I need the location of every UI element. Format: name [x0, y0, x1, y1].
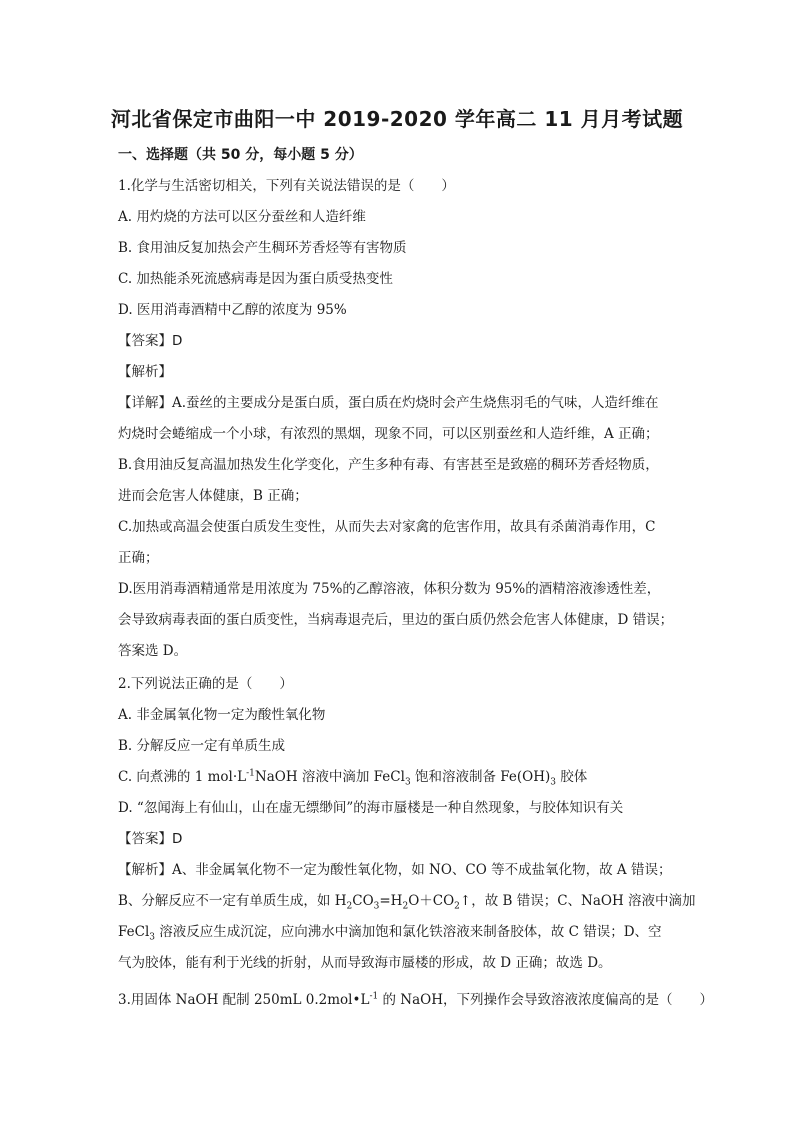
document-title: 河北省保定市曲阳一中 2019-2020 学年高二 11 月月考试题	[110, 107, 684, 131]
q1-detail-line: D.医用消毒酒精通常是用浓度为 75%的乙醇溶液，体积分数为 95%的酒精溶液渗透性差，	[118, 581, 661, 597]
q1-detail-line: 会导致病毒表面的蛋白质变性，当病毒退壳后，里边的蛋白质仍然会危害人体健康，D 错误；	[118, 612, 674, 628]
q3-stem: 3.用固体 NaOH 配制 250mL $0.2mol•L^{-1}$ 的 NaOH，下列操作会导致溶液浓度偏高的是（ ）	[118, 991, 714, 1008]
q1-answer: 【答案】D	[118, 333, 183, 349]
q1-detail-line: C.加热或高温会使蛋白质发生变性，从而失去对家禽的危害作用，故具有杀菌消毒作用，C	[118, 519, 656, 535]
q2-analysis-line: B、分解反应不一定有单质生成，如 $H_2CO_3=H_2O+CO_2↑$，故 B 错误；C、NaOH 溶液中滴加	[118, 893, 696, 912]
q1-stem: 1.化学与生活密切相关，下列有关说法错误的是（ ）	[118, 178, 455, 194]
q2-option-a: A. 非金属氧化物一定为酸性氧化物	[118, 707, 326, 723]
q1-detail-line: B.食用油反复高温加热发生化学变化，产生多种有毒、有害甚至是致癌的稠环芳香烃物质，	[118, 457, 659, 473]
section-heading: 一、选择题（共 50 分，每小题 5 分）	[118, 147, 363, 163]
q2-answer: 【答案】D	[118, 831, 183, 847]
q1-detail-line: 答案选 D。	[118, 643, 188, 659]
q1-option-a: A. 用灼烧的方法可以区分蚕丝和人造纤维	[118, 209, 366, 225]
q1-option-c: C. 加热能杀死流感病毒是因为蛋白质受热变性	[118, 271, 393, 287]
q1-detail-line: 【详解】A.蚕丝的主要成分是蛋白质，蛋白质在灼烧时会产生烧焦羽毛的气味，人造纤维在	[118, 395, 659, 411]
q2-option-b: B. 分解反应一定有单质生成	[118, 738, 286, 754]
q1-detail-line: 正确；	[118, 550, 159, 566]
q2-option-d: D. “忽闻海上有仙山，山在虚无缥缈间”的海市蜃楼是一种自然现象，与胶体知识有关	[118, 800, 624, 816]
q1-option-b: B. 食用油反复加热会产生稠环芳香烃等有害物质	[118, 240, 407, 256]
q2-option-c: C. 向煮沸的 1 $mol\cdot L^{-1}NaOH$ 溶液中滴加 FeCl$_3$ 饱和溶液制备 $Fe(OH)_3$ 胶体	[118, 768, 588, 788]
q1-analysis-label: 【解析】	[118, 364, 172, 380]
q1-detail-line: 进而会危害人体健康，B 正确；	[118, 488, 308, 504]
q2-analysis-line: 气为胶体，能有利于光线的折射，从而导致海市蜃楼的形成，故 D 正确；故选 D。	[118, 955, 612, 971]
q2-analysis-line: 【解析】A、非金属氧化物不一定为酸性氧化物，如 NO、CO 等不成盐氧化物，故 A 错误；	[118, 862, 672, 878]
q1-detail-line: 灼烧时会蜷缩成一个小球，有浓烈的黑烟，现象不同，可以区别蚕丝和人造纤维，A 正确；	[118, 426, 659, 442]
q2-stem: 2.下列说法正确的是（ ）	[118, 676, 293, 692]
q1-option-d: D. 医用消毒酒精中乙醇的浓度为 95%	[118, 302, 347, 318]
q2-analysis-line: FeCl$_3$ 溶液反应生成沉淀，应向沸水中滴加饱和氯化铁溶液来制备胶体，故 C 错误；D、空	[118, 924, 662, 943]
